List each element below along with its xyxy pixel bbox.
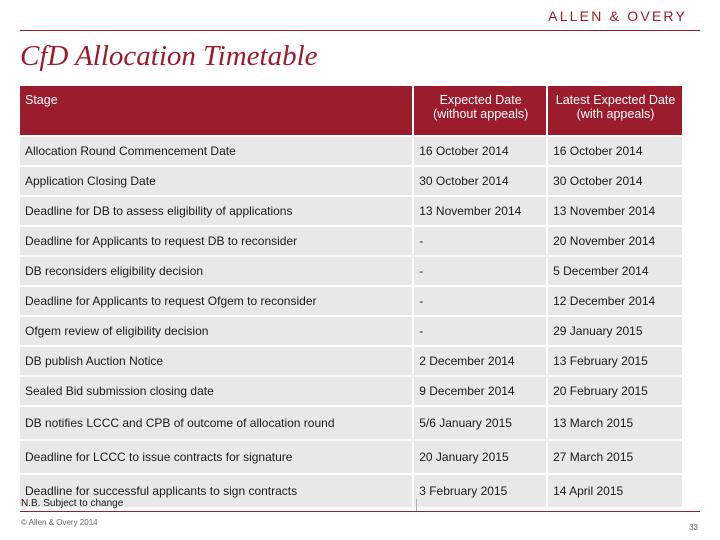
expected-date-cell: 9 December 2014 <box>412 377 546 407</box>
table-row <box>20 377 682 407</box>
table-row <box>20 347 682 377</box>
table-row <box>20 167 682 197</box>
stage-cell: Deadline for Applicants to request Ofgem to reconsider <box>20 287 412 317</box>
page-title: CfD Allocation Timetable <box>20 40 318 72</box>
header-latest-date: Latest Expected Date (with appeals) <box>546 86 682 137</box>
stage-cell: DB publish Auction Notice <box>20 347 412 377</box>
table-row <box>20 227 682 257</box>
latest-date-cell: 13 March 2015 <box>546 407 682 441</box>
table-row <box>20 137 682 167</box>
stage-cell: Allocation Round Commencement Date <box>20 137 412 167</box>
expected-date-cell: - <box>412 317 546 347</box>
header-expected-date: Expected Date (without appeals) <box>412 86 546 137</box>
timetable-table <box>20 86 682 509</box>
page-number: 33 <box>689 523 698 532</box>
stage-cell: Deadline for successful applicants to sign contracts <box>20 475 412 509</box>
allen-overy-logo: ALLEN & OVERY <box>548 8 687 24</box>
stage-cell: Deadline for Applicants to request DB to reconsider <box>20 227 412 257</box>
title-divider <box>20 30 700 31</box>
stage-cell: Application Closing Date <box>20 167 412 197</box>
latest-date-cell: 13 February 2015 <box>546 347 682 377</box>
table-row <box>20 287 682 317</box>
latest-date-cell: 20 November 2014 <box>546 227 682 257</box>
stage-cell: Deadline for LCCC to issue contracts for signature <box>20 441 412 475</box>
footer-divider <box>20 511 700 512</box>
expected-date-cell: 13 November 2014 <box>412 197 546 227</box>
expected-date-cell: 20 January 2015 <box>412 441 546 475</box>
expected-date-cell: - <box>412 257 546 287</box>
expected-date-cell: 2 December 2014 <box>412 347 546 377</box>
latest-date-cell: 12 December 2014 <box>546 287 682 317</box>
latest-date-cell: 29 January 2015 <box>546 317 682 347</box>
column-tick <box>416 499 417 511</box>
table-header-row <box>20 86 682 137</box>
expected-date-cell: 30 October 2014 <box>412 167 546 197</box>
table-row <box>20 197 682 227</box>
expected-date-cell: - <box>412 287 546 317</box>
latest-date-cell: 30 October 2014 <box>546 167 682 197</box>
table-row <box>20 317 682 347</box>
expected-date-cell: 3 February 2015 <box>412 475 546 509</box>
table-row <box>20 441 682 475</box>
table-row <box>20 407 682 441</box>
stage-cell: DB reconsiders eligibility decision <box>20 257 412 287</box>
expected-date-cell: 16 October 2014 <box>412 137 546 167</box>
table-row <box>20 257 682 287</box>
header-stage: Stage <box>20 86 412 137</box>
latest-date-cell: 16 October 2014 <box>546 137 682 167</box>
latest-date-cell: 14 April 2015 <box>546 475 682 509</box>
latest-date-cell: 20 February 2015 <box>546 377 682 407</box>
latest-date-cell: 13 November 2014 <box>546 197 682 227</box>
latest-date-cell: 5 December 2014 <box>546 257 682 287</box>
expected-date-cell: - <box>412 227 546 257</box>
stage-cell: Deadline for DB to assess eligibility of applications <box>20 197 412 227</box>
footnote: N.B. Subject to change <box>21 498 124 509</box>
expected-date-cell: 5/6 January 2015 <box>412 407 546 441</box>
stage-cell: Sealed Bid submission closing date <box>20 377 412 407</box>
stage-cell: DB notifies LCCC and CPB of outcome of allocation round <box>20 407 412 441</box>
copyright: © Allen & Overy 2014 <box>21 518 98 527</box>
latest-date-cell: 27 March 2015 <box>546 441 682 475</box>
stage-cell: Ofgem review of eligibility decision <box>20 317 412 347</box>
